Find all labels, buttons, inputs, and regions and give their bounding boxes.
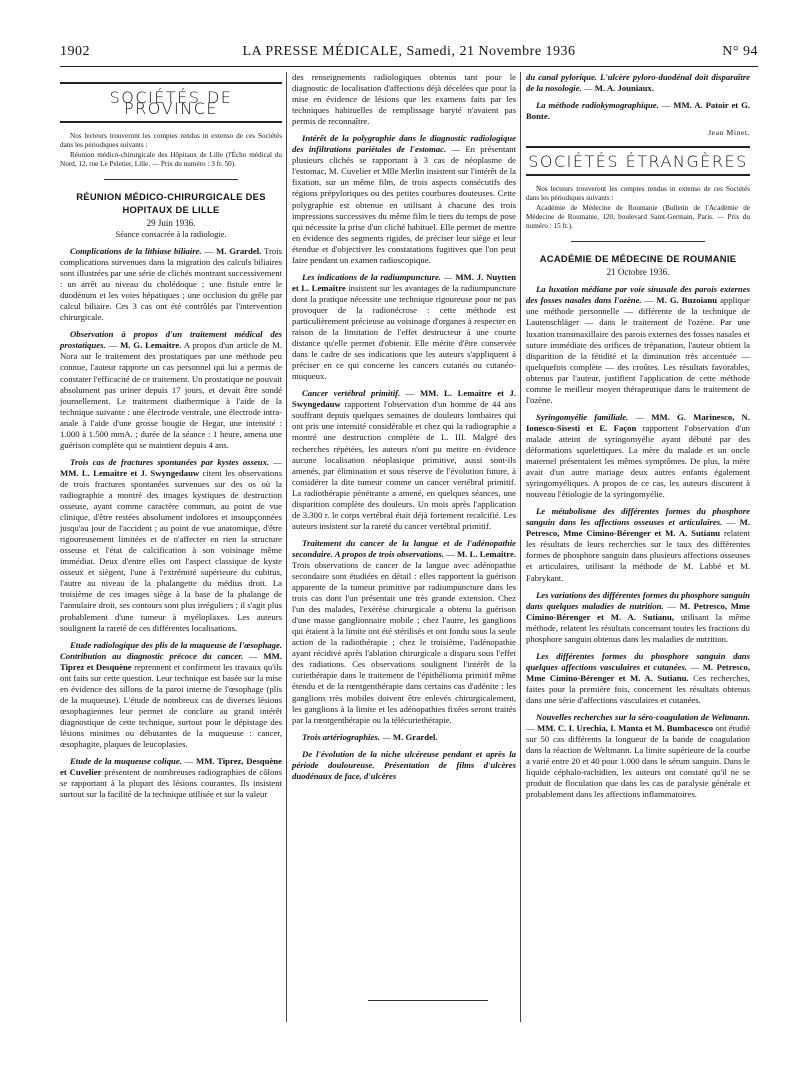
page-number: 1902 (60, 44, 90, 59)
periodical-reference: Réunion médico-chirurgicale des Hôpitaux de Lille (l'Écho médical du Nord, 12, rue Le Peletier, Lille. — Prix du numéro : 3 fr. 50). (60, 150, 282, 168)
article-authors: MM. Tiprez et Desquène (60, 650, 282, 672)
article-title-text: Trois artériographies. (302, 731, 380, 742)
article-body: insistent sur les avantages de la radiumpuncture dont la pratique nécessite une technique rigoureuse pour ne pas provoquer de la radionécrose : cette méthode est particulièrement précieuse au voisinage d'organes à respecter en raison de la limitation de l'effet destructeur à une courte distance qu'elle permet d'obtenir. Elle mérite d'être conservée dans le cadre de ses indications que les auteurs s'appliquent à préciser en ce qui concerne les cancers cutanés ou cutanéo-muqueux. (292, 282, 517, 382)
article-authors: M. Petresco, Mme Cimino-Bérenger et M. A. Sutianu. (526, 661, 751, 683)
article-body: citent les observations de trois fractures spontanées survenues sur des os où la radiographie a montré des images kystiques de destruction osseuse, ayant comme caractère commun, au point de vue clinique, d'être restées absolument indolores et insoupçonnées jusqu'au jour de l'accident ; au point de vue anatomique, d'être rigoureusement limitées et de n'affecter en rien la structure osseuse et l'état de calcification à son voisinage même immédiat. Deux d'entre elles ont l'aspect classique de kyste osseux et siègent, l'une à l'extrémité supérieure du cubitus, l'autre au niveau de la phalangette du médius droit. La troisième de ces images siège à la base de la phalange de l'annulaire droit, ses contours sont plus irréguliers ; il s'agit plus probablement d'une tumeur à myéloplaxes. Les auteurs soulignent la rareté de ces différentes localisations. (60, 467, 282, 633)
article-title (292, 749, 516, 782)
article: Nouvelles recherches sur la séro-coagulation de Weltmann. — MM. C. I. Urechia, I. Mantа et M. Bumbacesco ont étudié sur 50 cas différents la longueur de la bande de coagulation dans la réaction de Weltmann. La limite supérieure de la courbe a varié entre 20 et 40 pour 1.000 dans le sérum sanguin. Dans le liquide céphalo-rachidien, les auteurs ont constaté qu'il ne se produit de floculation que dans les cas de paralysie générale et probablement dans les affections inflammatoires. (526, 712, 751, 800)
article: Les variations des différentes formes du phosphore sanguin dans quelques maladies de nutrition. — M. Petresco, Mme Cimino-Bérenger et M. A. Sutianu, utilisant la même méthode, relatent les résultats concernant toutes les fractions du phosphore sanguin obtenus dans les maladies de nutrition. (526, 589, 751, 644)
section-title-etrangeres: SOCIÉTÉS ÉTRANGÈRES (526, 146, 750, 176)
article-body: Ces recherches, faites pour la première fois, concernent les résultats obtenus dans une série d'affections vasculaires et cutanées. (526, 672, 751, 705)
section-intro: Nos lecteurs trouveront les comptes rendus in extenso de ces Sociétés dans les périodiques suivants : (60, 132, 282, 150)
article: Trois artériographies. — M. Grardel. (302, 731, 438, 742)
continued-paragraph: des renseignements radiologiques obtenus tant pour le diagnostic de localisation d'affections déjà décelées que pour la mise en évidence de lésions que les examens faits par les techniques habituelles de remplissage baryté n'avaient pas permis de reconnaître. (292, 72, 516, 127)
article: Traitement du cancer de la langue et de l'adénopathie secondaire. A propos de trois observations. — M. L. Lemaitre. Trois observations de cancer de la langue avec adénopathie secondaire sont étudiées en détail : elles rapportent la guérison apparente de la tumeur primitive par radiumpuncture dans les trois cas dont l'un présentait une très grande extension. Chez l'un des malades, l'exérèse chirurgicale a obtenu la guérison d'une masse ganglionnaire mobile ; chez l'autre, les ganglions qui étaient à la limite ont été stérilisés et ont fondu sous la seule action de la radiothérapie ; chez le troisième, l'adénopathie ayant récidivé après l'ablation chirurgicale a disparu sous l'effet des radiations. Ces observations soulignent l'intérêt de la curiethérapie dans le traitement de l'épithélioma primitif même étendu et de la rœntgenthérapie dans certains cas d'adénite : les ganglions très mobiles doivent être enlevés chirurgicalement, les ganglions à la limite et les adénopathies fixées seront traités par la rœntgenthérapie ou la télécuriethérapie. (292, 537, 516, 725)
article-title-text: De l'évolution de la niche ulcéreuse pendant et après la période douloureuse. Présentation de films d'ulcères duodénaux de face, d'ulcères (292, 748, 516, 781)
article-title-text: La luxation médiane par voie sinusale des parois externes des fosses nasales dans l'ozène. (526, 284, 750, 306)
periodical-reference: Académie de Médecine de Roumanie (Bulletin de l'Académie de Médecine de Roumanie, 120, boulevard Saint-Germain, Paris. — Prix du numéro : 15 fr.). (526, 203, 750, 231)
meeting-title: RÉUNION MÉDICO-CHIRURGICALE DES HOPITAUX DE LILLE (76, 190, 266, 215)
article-body: présentent de nombreuses radiographies de côlons se rapportant à la plupart des lésions courantes. Ils insistent surtout sur la facilité de la technique utilisée et sur la valeur (60, 767, 283, 800)
article: Observation à propos d'un traitement médical des prostatiques. — M. G. Lemaitre. A propos d'un article de M. Nora sur le traitement des prostatiques par une méthode peu connue, l'auteur rapporte un cas personnel qui lui a permis de constater l'efficacité de ce traitement. Un prostatique ne pouvait absolument pas uriner depuis 17 jours, et devait être sondé journellement. Le traitement diathermique à l'aide de la technique suivante : une électrode ventrale, une électrode intra-anale à l'aide d'une grosse bougie de Hegar, une intensité : 1.000 à 1.500 mmA. ; durée de la séance : 1 heure, amena une guérison complète qui se maintient depuis 4 ans. (60, 329, 282, 450)
article-body: relatent les résultats de leurs recherches sur le taux des différentes formes de phosphore sanguin dans plusieurs affections osseuses et articulaires, utilisant la méthode de M. Labbé et M. Fabrykant. (526, 528, 750, 583)
article-body: rapportent l'observation d'un malade atteint de syringomyélie ayant débuté par des déformations squelettiques. La mère du malade et un oncle maternel présentaient les mêmes symptômes. De plus, la mère avait d'un autre mariage deux autres enfants également syringomyéliques. A propos de ce cas, les auteurs discutent à nouveau l'étiologie de la syringomyélie. (526, 422, 751, 500)
article-authors: MM. J. Nuytten et L. Lemaitre (292, 271, 516, 293)
article-body: Trois observations de cancer de la langue avec adénopathie secondaire sont étudiées en détail : elles rapportent la guérison apparente de la tumeur primitive par radiumpuncture dans les trois cas dont l'un présentait une très grande extension. Chez l'un des malades, l'exérèse chirurgicale a obtenu la guérison d'une masse ganglionnaire mobile ; chez l'autre, les ganglions qui étaient à la limite ont été stérilisés et ont fondu sous la seule action de la radiothérapie ; chez le troisième, l'adénopathie ayant récidivé après l'ablation chirurgicale a disparu sous l'effet des radiations. Ces observations soulignent l'intérêt de la curiethérapie dans le traitement de l'épithélioma primitif même étendu et de la rœntgenthérapie dans certains cas d'adénite : les ganglions très mobiles doivent être enlevés chirurgicalement, les ganglions à la limite et les adénopathies fixées seront traités par la rœntgenthérapie ou la télécuriethérapie. (292, 559, 516, 725)
article-body: En présentant plusieurs clichés se rapportant à 3 cas de néoplasme de l'estomac, M. Cuvelier et Mlle Merlin insistent sur l'intérêt de la fixation, sur un même film, de trois aspects consécutifs des régions prépyloriques ou des petites courbures douteuses. Cette polygraphie est obtenue en utilisant à chacune des trois impressions successives du même film le tiers du temps de pose qui nécessite la prise d'un cliché habituel. Elle permet de mettre en évidence des segments rigides, de préciser leur siège et leur étendue et d'objectiver les constatations fugitives que l'on peut faire pendant un examen radioscopique. (292, 144, 517, 265)
article-body: A propos d'un article de M. Nora sur le traitement des prostatiques par une méthode peu connue, l'auteur rapporte un cas personnel qui lui a permis de constater l'efficacité de ce traitement. Un prostatique ne pouvait absolument pas uriner depuis 17 jours, et devait être sondé journellement. Le traitement diathermique à l'aide de la technique suivante : une électrode ventrale, une électrode intra-anale à l'aide d'une grosse bougie de Hegar, une intensité : 1.000 à 1.500 mmA. ; durée de la séance : 1 heure, amena une guérison complète qui se maintient depuis 4 ans. (60, 340, 282, 450)
article-authors: MM. L. Lemaitre et J. Swyngedauw (60, 467, 200, 478)
article-title-text: La méthode radiokymographique. (536, 100, 659, 111)
article-title-text: Syringomyélie familiale. (536, 411, 629, 422)
bottom-rule (368, 1000, 488, 1001)
column-divider (520, 72, 521, 1022)
column-2 (292, 72, 516, 782)
article-authors: M. Grardel. (392, 731, 438, 742)
articles-column-1 (60, 246, 282, 800)
meeting-note: Séance consacrée à la radiologie. (115, 229, 227, 239)
article-authors: M. Petresco, Mme Cimino-Bérenger et M. A. Sutianu, (526, 600, 751, 622)
article-authors: MM. C. I. Urechia, I. Mantа et M. Bumbacesco (537, 723, 714, 734)
journal-title: LA PRESSE MÉDICALE, Samedi, 21 Novembre 1936 (242, 44, 576, 59)
article: Trois cas de fractures spontanées par kystes osseux. — MM. L. Lemaitre et J. Swyngedauw citent les observations de trois fractures spontanées survenues sur des os où la radiographie a montré des images kystiques de destruction osseuse, ayant comme caractère commun, au point de vue clinique, d'être restées absolument indolores et insoupçonnées jusqu'au jour de l'accident ; au point de vue anatomique, d'être rigoureusement limitées et de n'affecter en rien la structure osseuse et l'état de calcification à son voisinage même immédiat. Deux d'entre elles ont l'aspect classique de kyste osseux et siègent, l'une à l'extrémité supérieure du cubitus, l'autre au niveau de la phalangette du médius droit. La troisième de ces images siège à la base de la phalange de l'annulaire droit, ses contours sont plus irréguliers ; il s'agit plus probablement d'une tumeur à myéloplaxes. Les auteurs soulignent la rareté de ces différentes localisations. (60, 456, 282, 633)
article-title-text: Complications de la lithiase biliaire. (70, 246, 202, 256)
issue-number: N° 94 (722, 44, 758, 59)
meeting-title: ACADÉMIE DE MÉDECINE DE ROUMANIE (539, 253, 737, 265)
article: du canal pylorique. L'ulcère pyloro-duodénal doit disparaître de la nosologie. — M. A. Jouniaux. (526, 72, 750, 94)
article: La méthode radiokymographique. — MM. A. Patoir et G. Bonte. (526, 100, 751, 122)
article-authors: MM. G. Marinesco, N. Ionesco-Sisesti et E. Façon (526, 411, 750, 433)
meeting-date: 29 Juin 1936. (146, 217, 196, 228)
meeting-date: 21 Octobre 1936. (606, 267, 670, 278)
article: La luxation médiane par voie sinusale des parois externes des fosses nasales dans l'ozène. — M. G. Buzoianu applique une méthode personnelle — différente de la technique de Lautenschläger — dans le traitement de l'ozène. Par une luxation transmaxillaire des parois externes des fosses nasales et suture immédiate des orifices de trépanation, l'auteur obtient la disparition de la fétidité et la diminution très accentuée — quelquefois complète — des croûtes. Les résultats favorables, obtenus par l'auteur, justifient l'application de cette méthode comme le meilleur moyen thérapeutique dans le traitement de l'ozène. (526, 284, 750, 405)
article-body: applique une méthode personnelle — différente de la technique de Lautenschläger — dans le traitement de l'ozène. Par une luxation transmaxillaire des parois externes des fosses nasales et suture immédiate des orifices de trépanation, l'auteur obtient la disparition de la fétidité et la diminution très accentuée — quelquefois complète — des croûtes. Les résultats favorables, obtenus par l'auteur, justifient l'application de cette méthode comme le meilleur moyen thérapeutique dans le traitement de l'ozène. (526, 295, 750, 405)
article-title-text: Le métabolisme des différentes formes du phosphore sanguin dans les affections osseuses et articulaires. (526, 506, 750, 528)
article-body: rapportent l'observation d'un homme de 44 ans souffrant depuis quelques semaines de douleurs lombaires qui ont pris une intensité considérable et chez qui la radiographie a montré une destruction complète de L. III. Malgré des recherches répétées, les auteurs n'ont pu mettre en évidence aucune localisation néoplasique primitive, aussi sont-ils amenés, par élimination et sous réserve de l'évolution future, à considérer la dite tumeur comme un cancer vertébral primitif. La radiothérapie pénétrante a amené, en quelques séances, une disparition complète des douleurs. Un mois après l'application de 3.300 r. le corps vertébral était déjà fortement recalcifié. Les auteurs insistent sur la rareté du cancer vertébral primitif. (292, 399, 516, 531)
article-title-text: Observation à propos d'un traitement médical des prostatiques. (60, 329, 282, 351)
signature: Jean Minet. (708, 128, 750, 138)
divider (571, 241, 705, 242)
article-authors: M. Grardel. (216, 246, 262, 256)
article: Le métabolisme des différentes formes du phosphore sanguin dans les affections osseuses et articulaires. — M. Petresco, Mme Cimino-Bérenger et M. A. Sutianu relatent les résultats de leurs recherches sur le taux des différentes formes de phosphore sanguin dans plusieurs affections osseuses et articulaires, utilisant la méthode de M. Labbé et M. Fabrykant. (526, 506, 751, 583)
article-body: ont étudié sur 50 cas différents la longueur de la bande de coagulation dans la réaction de Weltmann. La limite supérieure de la courbe a varié entre 20 et 40 pour 1.000 dans le sérum sanguin. Dans le liquide céphalo-rachidien, les auteurs ont constaté qu'il ne se produit de floculation que dans les cas de paralysie générale et probablement dans les affections inflammatoires. (526, 723, 751, 800)
article: Syringomyélie familiale. — MM. G. Marinesco, N. Ionesco-Sisesti et E. Façon rapportent l'observation d'un malade atteint de syringomyélie ayant débuté par des déformations squelettiques. La mère du malade et un oncle maternel présentaient les mêmes symptômes. De plus, la mère avait d'un autre mariage deux autres enfants également syringomyéliques. A propos de ce cas, les auteurs discutent à nouveau l'étiologie de la syringomyélie. (526, 411, 751, 500)
article-body: utilisant la même méthode, relatent les résultats concernant toutes les fractions du phosphore sanguin obtenus dans les maladies de nutrition. (526, 611, 751, 644)
article-title-text: Traitement du cancer de la langue et de l'adénopathie secondaire. A propos de trois observations. (292, 537, 516, 559)
article-authors: MM. L. Lemaitre et J. Swyngedauw (292, 388, 516, 410)
article: Cancer vertébral primitif. — MM. L. Lemaitre et J. Swyngedauw rapportent l'observation d'un homme de 44 ans souffrant depuis quelques semaines de douleurs lombaires qui ont pris une intensité considérable et chez qui la radiographie a montré une destruction complète de L. III. Malgré des recherches répétées, les auteurs n'ont pu mettre en évidence aucune localisation néoplasique primitive, aussi sont-ils amenés, par élimination et sous réserve de l'évolution future, à considérer la dite tumeur comme un cancer vertébral primitif. La radiothérapie pénétrante a amené, en quelques séances, une disparition complète des douleurs. Un mois après l'application de 3.300 r. le corps vertébral était déjà fortement recalcifié. Les auteurs insistent sur la rareté du cancer vertébral primitif. (292, 388, 516, 531)
column-divider (286, 72, 287, 1022)
article: Etude radiologique des plis de la muqueuse de l'œsophage. Contribution au diagnostic précoce du cancer. — MM. Tiprez et Desquène reprennent et confirment les travaux qu'ils ont faits sur cette question. Leur technique est basée sur la mise en évidence des sillons de la paroi interne de l'œsophage (plis de la muqueuse). L'étude de nombreux cas de diverses lésions œsophagiennes leur permet de conclure au grand intérêt diagnostique de cette technique, surtout pour le dépistage des lésions minimes ou débutantes de la muqueuse : cancer, œsophagite, plaques de leucoplasies. (60, 639, 283, 750)
section-title-province: SOCIÉTÉS DE PROVINCE (60, 82, 282, 123)
divider (104, 179, 237, 180)
article: Intérêt de la polygraphie dans le diagnostic radiologique des infiltrations pariétales de l'estomac. — En présentant plusieurs clichés se rapportant à 3 cas de néoplasme de l'estomac, M. Cuvelier et Mlle Merlin insistent sur l'intérêt de la fixation, sur un même film, de trois aspects consécutifs des régions prépyloriques ou des petites courbures douteuses. Cette polygraphie est obtenue en utilisant à chacune des trois impressions successives du même film le tiers du temps de pose qui nécessite la prise d'un cliché habituel. Elle permet de mettre en évidence des segments rigides, de préciser leur siège et leur étendue et d'objectiver les constatations fugitives que l'on peut faire pendant un examen radioscopique. (292, 133, 517, 265)
header-rule (60, 66, 758, 67)
article-body: reprennent et confirment les travaux qu'ils ont faits sur cette question. Leur technique est basée sur la mise en évidence des sillons de la paroi interne de l'œsophage (plis de la muqueuse). L'étude de nombreux cas de diverses lésions œsophagiennes leur permet de conclure au grand intérêt diagnostique de cette technique, surtout pour le dépistage des lésions minimes ou débutantes de la muqueuse : cancer, œsophagite, plaques de leucoplasies. (60, 661, 283, 750)
article-authors: M. G. Lemaitre. (120, 340, 182, 351)
article-title-text: Trois cas de fractures spontanées par kystes osseux. (70, 456, 270, 467)
article: Les indications de la radiumpuncture. — MM. J. Nuytten et L. Lemaitre insistent sur les avantages de la radiumpuncture dont la pratique nécessite une technique rigoureuse pour ne pas provoquer de la radionécrose : cette méthode est particulièrement précieuse au voisinage d'organes à respecter en raison de la limitation de l'effet destructeur à une courte distance qu'elle permet d'obtenir. Elle mérite d'être conservée dans le cadre de ses indications que les auteurs s'appliquent à préciser en ce qui concerne les cancers cutanés ou cutanéo-muqueux. (292, 271, 517, 382)
article-title-text: du canal pylorique. L'ulcère pyloro-duodénal doit disparaître de la nosologie. (526, 72, 750, 94)
article-authors: MM. A. Patoir et G. Bonte. (526, 100, 751, 122)
article: Complications de la lithiase biliaire. — M. Grardel. Trois complications survenues dans la migration des calculs biliaires sont illustrées par une série de clichés montrant successivement : un arrêt au niveau du cholédoque ; une fistule entre le duodénum et les voies hépatiques ; une occlusion du grêle par calcul biliaire. Ces 3 cas ont été contrôlés par l'intervention chirurgicale. (60, 246, 283, 323)
article-authors: M. Petresco, Mme Cimino-Bérenger et M. A. Sutianu (526, 517, 751, 539)
article-title-text: Cancer vertébral primitif. (302, 388, 401, 399)
column-3 (526, 72, 750, 800)
article: Etude de la muqueuse colique. — MM. Tiprez, Desquène et Cuvelier présentent de nombreuses radiographies de côlons se rapportant à la plupart des lésions courantes. Ils insistent surtout sur la facilité de la technique utilisée et sur la valeur (60, 756, 283, 800)
article-title-text: Etude de la muqueuse colique. (70, 756, 182, 767)
article-authors: MM. Tiprez, Desquène et Cuvelier (60, 756, 282, 778)
section-intro: Nos lecteurs trouveront les comptes rendus in extenso de ces Sociétés dans les périodiques suivants : (526, 185, 750, 203)
article: Les différentes formes du phosphore sanguin dans quelques affections vasculaires et cutanées. — M. Petresco, Mme Cimino-Bérenger et M. A. Sutianu. Ces recherches, faites pour la première fois, concernent les résultats obtenus dans une série d'affections vasculaires et cutanées. (526, 650, 751, 705)
articles-column-2 (292, 133, 516, 742)
article-authors: M. A. Jouniaux. (594, 83, 654, 94)
article-title-text: Les différentes formes du phosphore sanguin dans quelques affections vasculaires et cutanées. (526, 650, 750, 672)
page-header (60, 44, 758, 66)
article-title-text: Etude radiologique des plis de la muqueuse de l'œsophage. Contribution au diagnostic précoce du cancer. (60, 639, 282, 661)
article-title-text: Les indications de la radiumpuncture. (302, 271, 441, 282)
article-title-text: Intérêt de la polygraphie dans le diagnostic radiologique des infiltrations pariétales de l'estomac. (292, 133, 516, 155)
article-authors: M. G. Buzoianu (656, 295, 718, 306)
article-title-text: Nouvelles recherches sur la séro-coagulation de Weltmann. (536, 712, 750, 723)
column-1 (60, 72, 282, 800)
articles-column-3 (526, 284, 750, 800)
article-title-text: Les variations des différentes formes du phosphore sanguin dans quelques maladies de nutrition. (526, 589, 750, 611)
article-authors: M. L. Lemaitre. (457, 548, 516, 559)
article-body: Trois complications survenues dans la migration des calculs biliaires sont illustrées par une série de clichés montrant successivement : un arrêt au niveau du cholédoque ; une fistule entre le duodénum et les voies hépatiques ; une occlusion du grêle par calcul biliaire. Ces 3 cas ont été contrôlés par l'intervention chirurgicale. (60, 246, 283, 323)
